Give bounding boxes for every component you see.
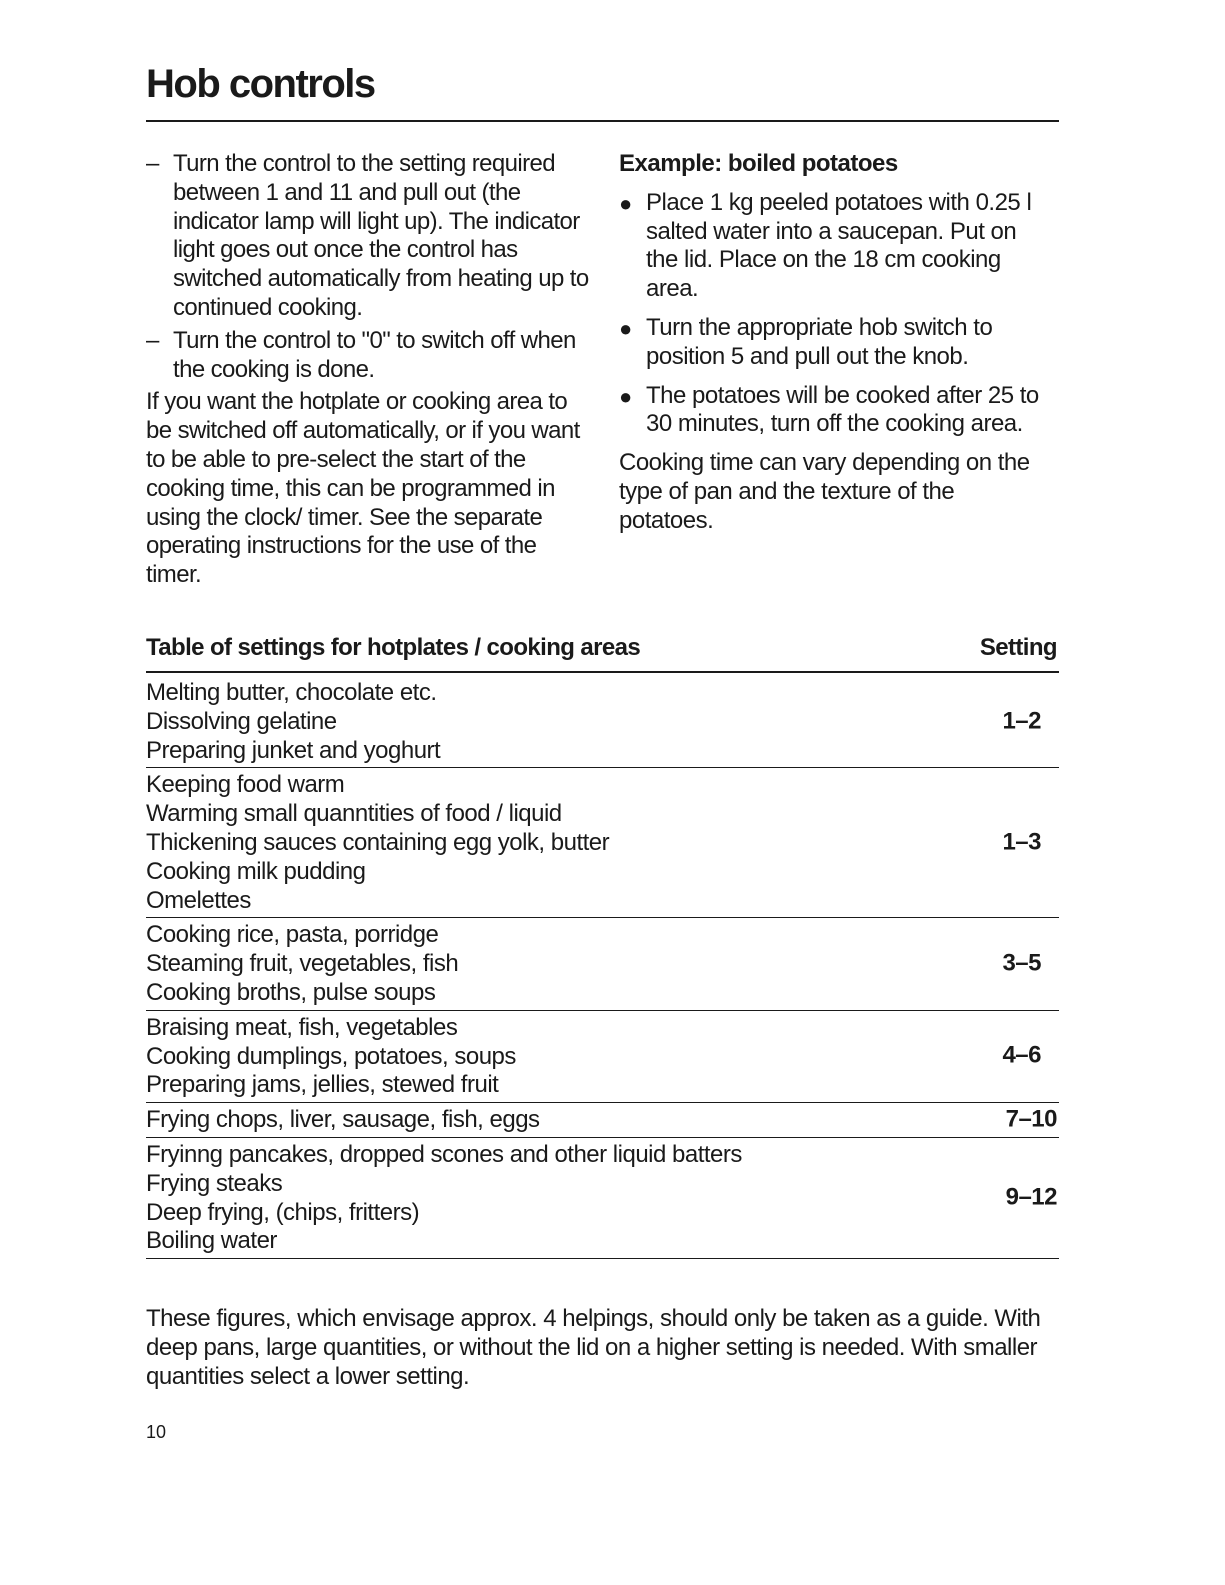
- dash-marker: –: [146, 326, 159, 354]
- table-cell-setting: 4–6: [1002, 1042, 1041, 1070]
- table-cell-activity: Steaming fruit, vegetables, fish: [146, 950, 459, 978]
- table-cell-activity: Omelettes: [146, 886, 251, 914]
- table-row: [146, 918, 1059, 1010]
- table-title: Table of settings for hotplates / cooking areas: [146, 634, 641, 661]
- footer-note: These figures, which envisage approx. 4 helpings, should only be taken as a guide. With deep pans, large quantities, or without the lid on a higher setting is needed. With smaller quantities select a lower setting.: [146, 1305, 1041, 1390]
- example-note: Cooking time can vary depending on the type of pan and the texture of the potatoes.: [619, 449, 1030, 534]
- title-divider: [146, 120, 1059, 122]
- table-cell-activity: Frying steaks: [146, 1169, 283, 1197]
- table-cell-activity: Braising meat, fish, vegetables: [146, 1013, 458, 1041]
- instruction-text: Turn the control to the setting required between 1 and 11 and pull out (the indicator lamp will light up). The indicator light goes out once the control has switched automatically from heating up to continued cooking.: [173, 150, 589, 321]
- left-column: [146, 150, 596, 590]
- table-cell-activity: Cooking rice, pasta, porridge: [146, 921, 439, 949]
- bullet-icon: ●: [619, 383, 632, 409]
- table-cell-activity: Dissolving gelatine: [146, 707, 337, 735]
- table-cell-activity: Cooking milk pudding: [146, 857, 366, 885]
- table-cell-activity: Melting butter, chocolate etc.: [146, 679, 437, 706]
- table-top-divider: [146, 671, 1059, 673]
- table-row: [146, 1103, 1059, 1138]
- table-cell-activity: Boiling water: [146, 1227, 277, 1255]
- instruction-item: [146, 150, 596, 323]
- example-step-text: The potatoes will be cooked after 25 to 30 minutes, turn off the cooking area.: [646, 381, 1039, 438]
- settings-table: [146, 676, 1059, 1259]
- example-step-text: Place 1 kg peeled potatoes with 0.25 l salted water into a saucepan. Put on the lid. Place on the 18 cm cooking area.: [646, 188, 1032, 303]
- table-cell-activity: Preparing junket and yoghurt: [146, 736, 441, 764]
- table-row: [146, 676, 1059, 768]
- table-cell-activity: Deep frying, (chips, fritters): [146, 1198, 420, 1226]
- table-cell-activity: Keeping food warm: [146, 771, 345, 799]
- table-cell-activity: Frying chops, liver, sausage, fish, eggs: [146, 1106, 540, 1134]
- example-step: [619, 382, 1049, 440]
- example-step-text: Turn the appropriate hob switch to position 5 and pull out the knob.: [646, 313, 993, 370]
- table-cell-setting: 9–12: [1005, 1183, 1057, 1211]
- table-cell-activity: Fryinng pancakes, dropped scones and other liquid batters: [146, 1140, 742, 1168]
- instruction-item: [146, 327, 596, 385]
- table-cell-activity: Cooking dumplings, potatoes, soups: [146, 1042, 516, 1070]
- table-row: [146, 768, 1059, 918]
- page-number: 10: [146, 1422, 167, 1442]
- table-cell-setting: 1–2: [1002, 707, 1041, 735]
- setting-column-header: Setting: [979, 634, 1057, 661]
- table-cell-activity: Thickening sauces containing egg yolk, butter: [146, 828, 610, 856]
- instruction-text: Turn the control to "0" to switch off when the cooking is done.: [173, 326, 576, 383]
- table-cell-activity: Preparing jams, jellies, stewed fruit: [146, 1071, 499, 1099]
- table-cell-setting: 3–5: [1002, 949, 1041, 977]
- table-cell-activity: Cooking broths, pulse soups: [146, 978, 436, 1006]
- dash-marker: –: [146, 150, 159, 177]
- table-cell-setting: 7–10: [1005, 1105, 1057, 1133]
- right-column: [619, 150, 1049, 536]
- table-cell-activity: Warming small quanntities of food / liquid: [146, 800, 562, 828]
- table-row: [146, 1138, 1059, 1259]
- table-cell-setting: 1–3: [1002, 828, 1041, 856]
- example-step: [619, 189, 1049, 304]
- bullet-icon: ●: [619, 190, 632, 216]
- table-header: [146, 634, 1059, 662]
- example-step: [619, 314, 1049, 372]
- bullet-icon: ●: [619, 315, 632, 341]
- example-heading: Example: boiled potatoes: [619, 150, 898, 177]
- table-row: [146, 1011, 1059, 1103]
- timer-paragraph: If you want the hotplate or cooking area to be switched off automatically, or if you want to be able to pre-select the start of the cooking time, this can be programmed in using the clock/ timer. See the separate operating instructions for the use of the timer.: [146, 388, 580, 589]
- page-title: Hob controls: [146, 62, 375, 106]
